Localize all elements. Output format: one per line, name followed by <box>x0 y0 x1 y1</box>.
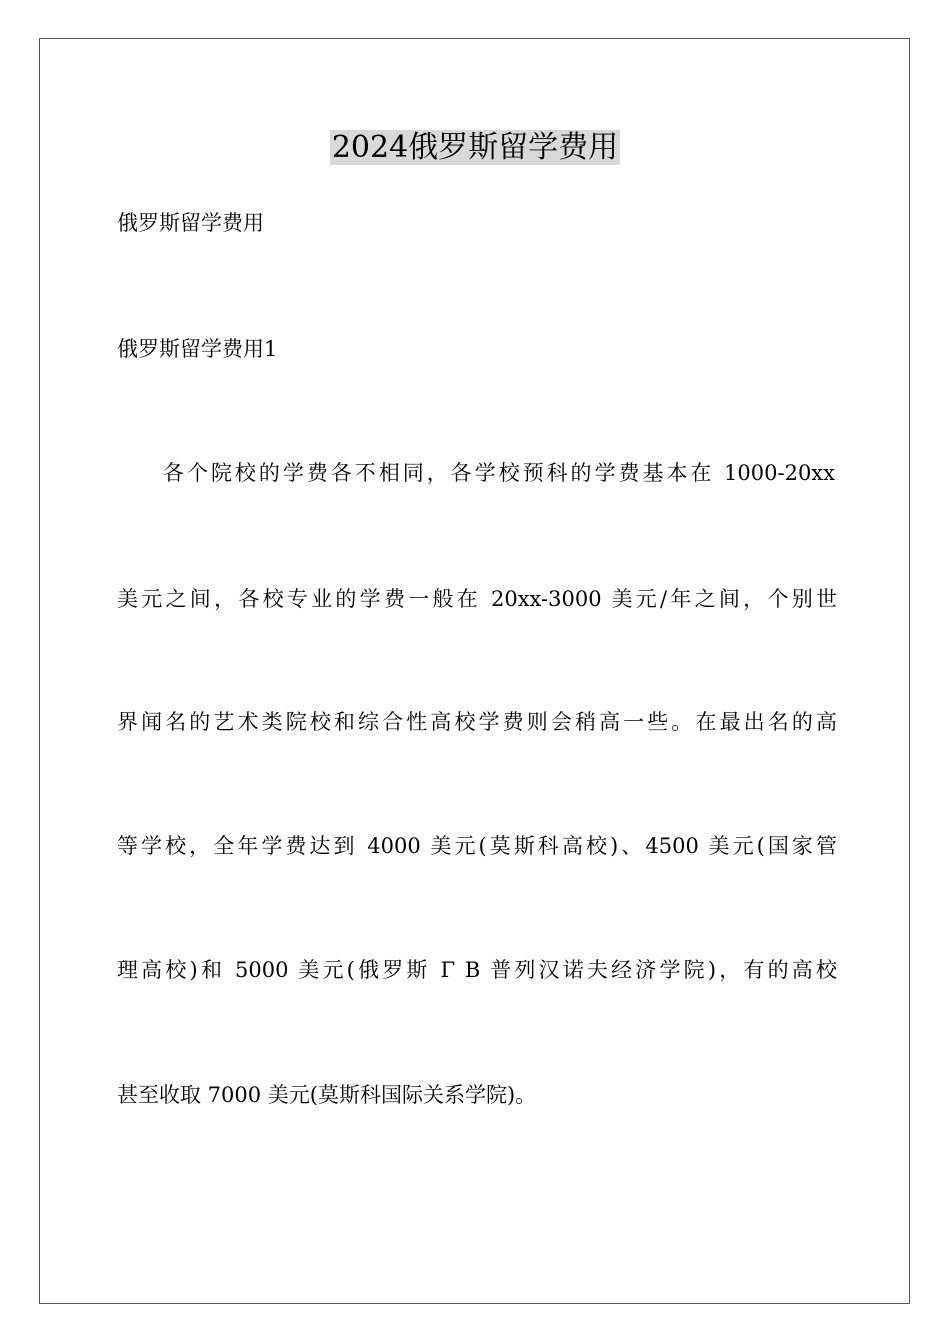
paragraph-line-1: 各个院校的学费各不相同，各学校预科的学费基本在 1000-20xx <box>163 461 835 485</box>
paragraph-line-4: 等学校，全年学费达到 4000 美元(莫斯科高校)、4500 美元(国家管 <box>117 834 837 858</box>
paragraph-line-2: 美元之间，各校专业的学费一般在 20xx-3000 美元/年之间，个别世 <box>117 587 837 611</box>
paragraph-line-5: 理高校)和 5000 美元(俄罗斯 Γ В 普列汉诺夫经济学院)，有的高校 <box>117 958 837 982</box>
section-heading: 俄罗斯留学费用1 <box>117 337 278 361</box>
paragraph-line-6: 甚至收取 7000 美元(莫斯科国际关系学院)。 <box>117 1083 537 1107</box>
document-title-text: 2024俄罗斯留学费用 <box>331 130 619 165</box>
paragraph-line-3: 界闻名的艺术类院校和综合性高校学费则会稍高一些。在最出名的高 <box>117 710 837 734</box>
document-title <box>0 126 950 170</box>
document-subtitle: 俄罗斯留学费用 <box>117 211 264 235</box>
